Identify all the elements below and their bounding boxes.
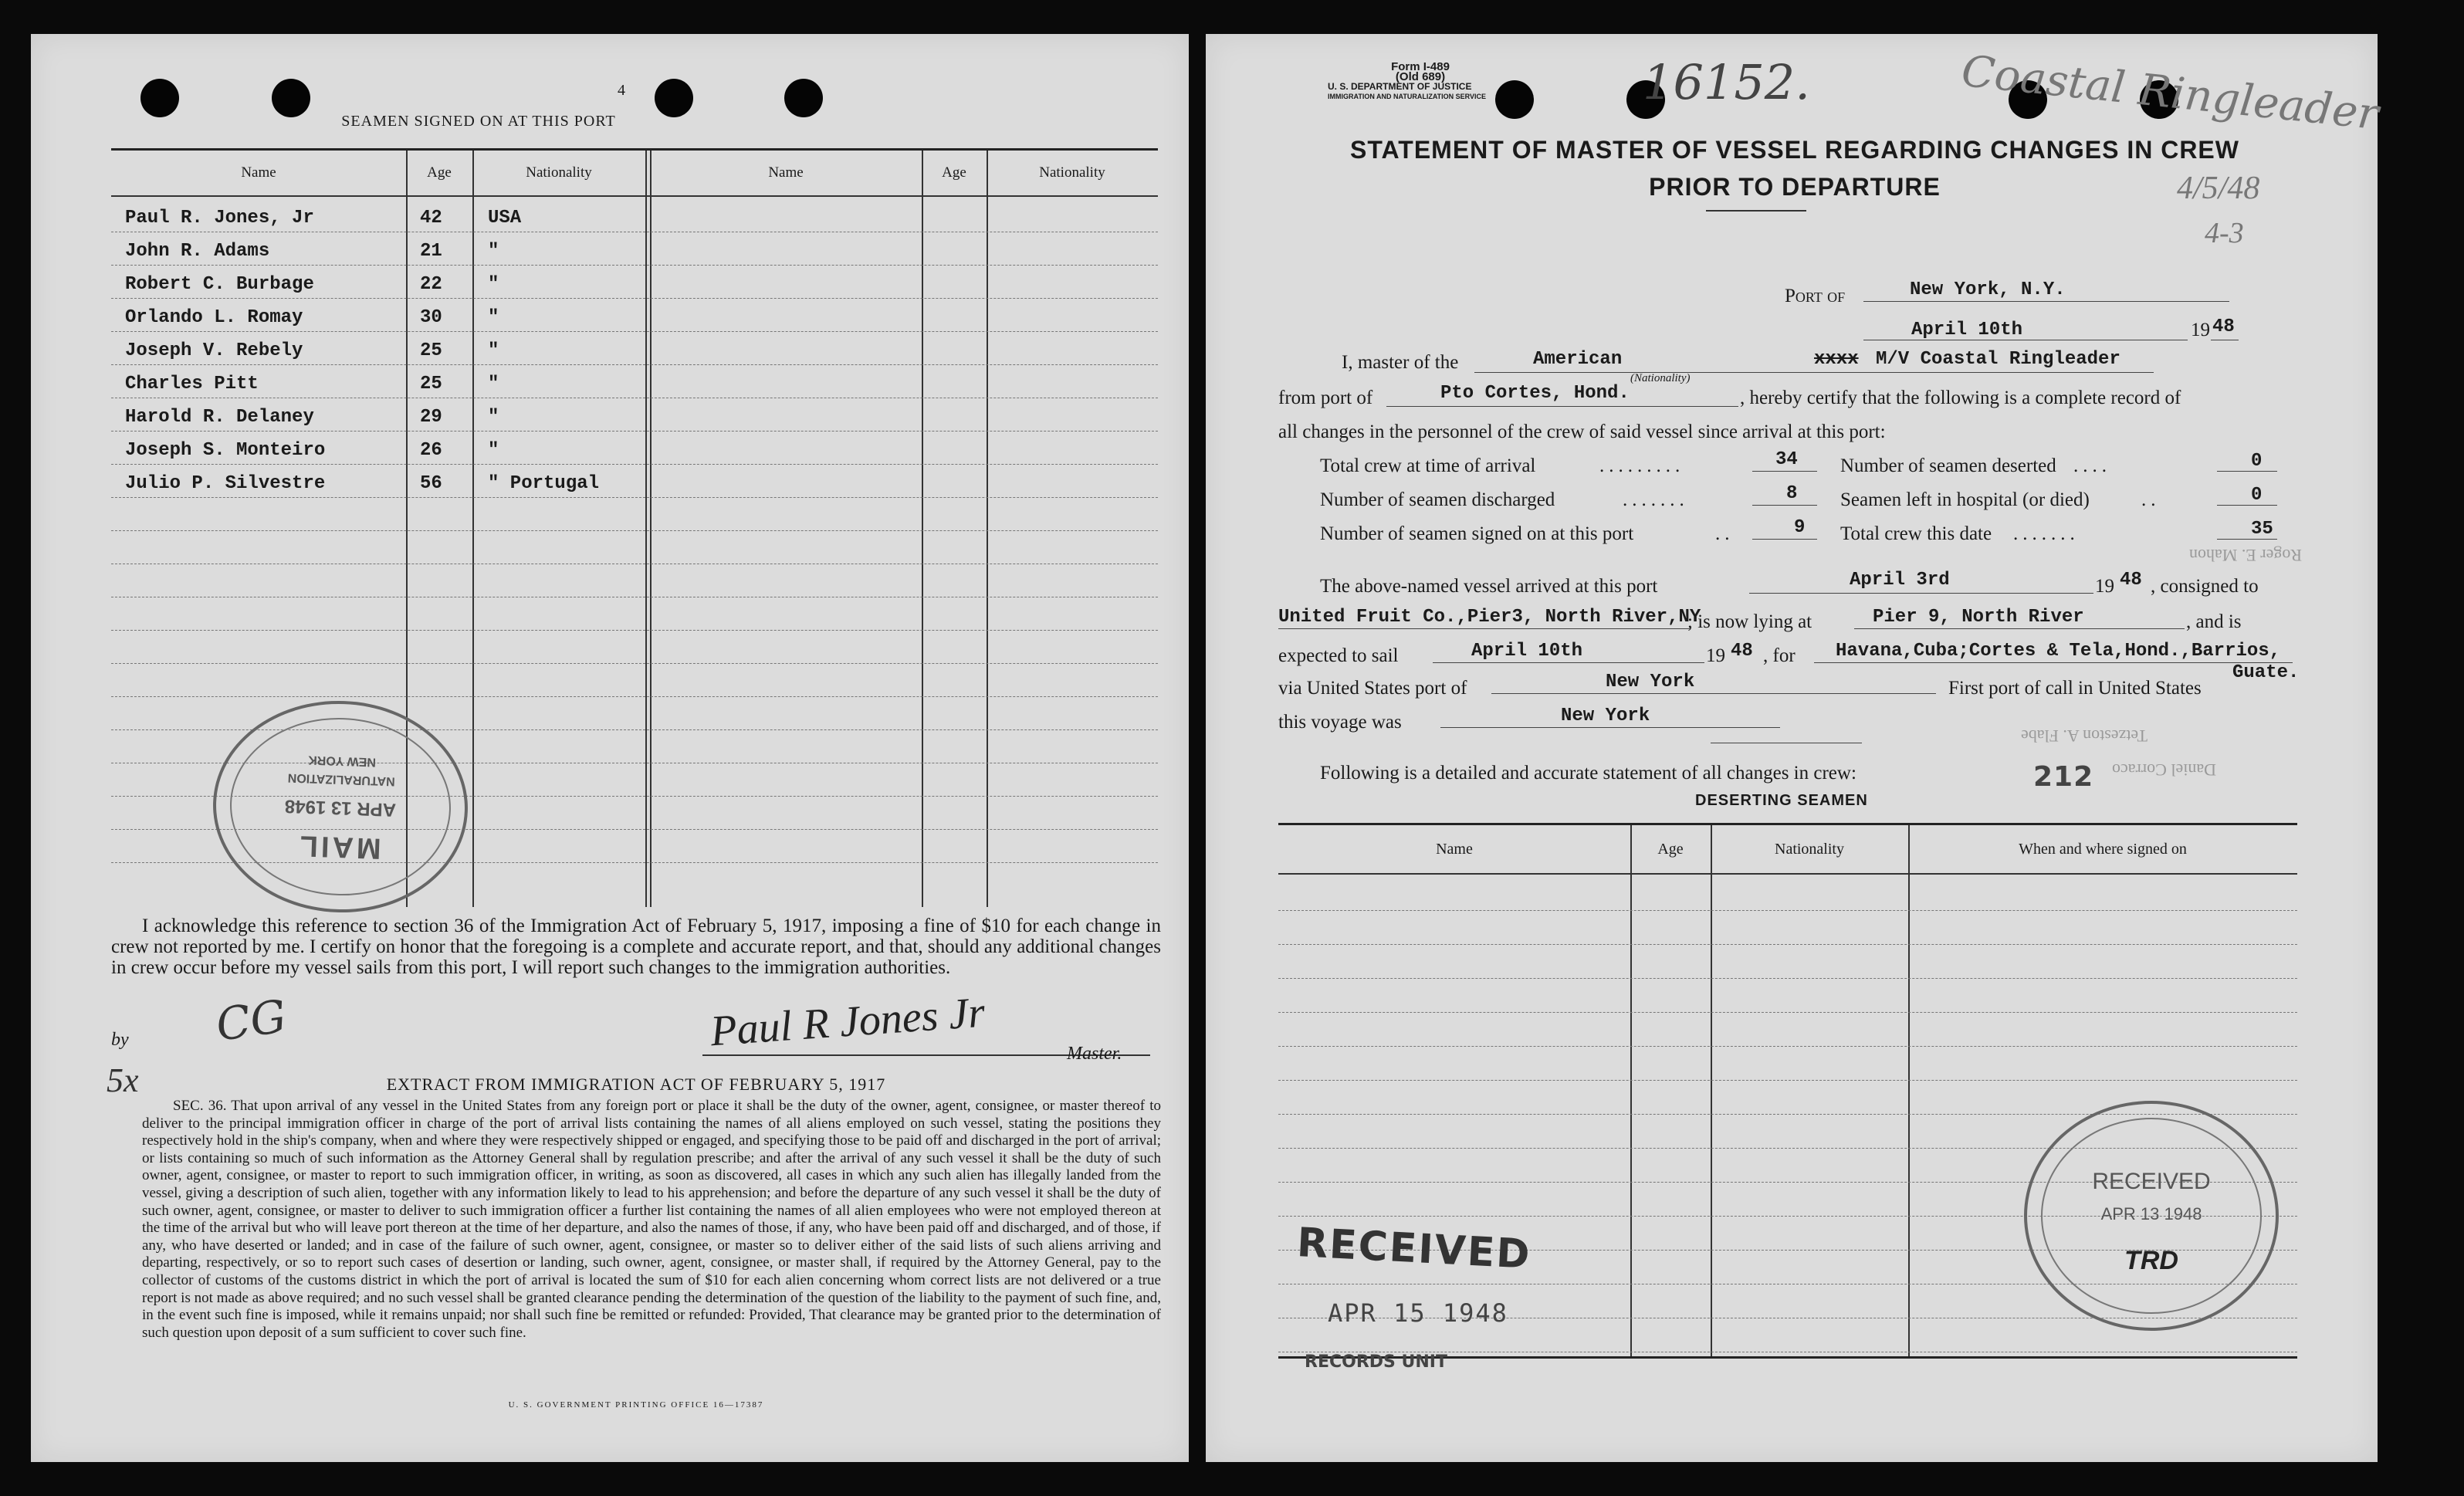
bleed-through-text: Tetzeston A. Flabe <box>2021 726 2148 746</box>
round-stamp-date: APR 13 1948 <box>2100 1204 2202 1224</box>
table-row <box>1278 1012 2297 1047</box>
crew-age: 30 <box>420 307 442 328</box>
crew-name: Joseph V. Rebely <box>125 340 303 361</box>
punch-hole <box>272 79 310 117</box>
total-arrival-value: 34 <box>1775 449 1798 470</box>
certify-text-2: all changes in the personnel of the crew of said vessel since arrival at this port: <box>1278 421 1886 442</box>
acknowledgment-text: I acknowledge this reference to section 36 of the Immigration Act of February 5, 1917, imposing a fine of $10 for each change in crew not reported by me. I certify on honor that the foregoing is a complete and accurate report, and that, should any additional changes in crew occur before my vessel sails from this port, I will report such changes to the immigration authorities. <box>111 916 1161 978</box>
hospital-value: 0 <box>2251 485 2263 506</box>
total-arrival-label: Total crew at time of arrival <box>1320 455 1536 476</box>
received-stamp: RECEIVED <box>1295 1220 1532 1278</box>
crew-nationality: " <box>488 407 499 428</box>
for-label: , for <box>1763 645 1796 666</box>
mail-stamp-org: NATURALIZATION <box>287 770 395 788</box>
expected-label: expected to sail <box>1278 645 1399 666</box>
signed-on-label: Number of seamen signed on at this port <box>1320 523 1634 544</box>
table-row <box>111 331 1158 365</box>
struck-text: xxxx <box>1814 349 1859 370</box>
section-title: SEAMEN SIGNED ON AT THIS PORT <box>341 113 616 130</box>
lying-value: Pier 9, North River <box>1873 607 2084 628</box>
table-row <box>1278 910 2297 945</box>
crew-name: Harold R. Delaney <box>125 407 314 428</box>
and-is-label: , and is <box>2186 611 2242 632</box>
table-row <box>1278 978 2297 1013</box>
round-stamp-initials: TRD <box>2124 1246 2178 1275</box>
from-port-label: from port of <box>1278 388 1373 408</box>
document-title: STATEMENT OF MASTER OF VESSEL REGARDING CHANGES IN CREW PRIOR TO DEPARTURE <box>1350 136 2239 201</box>
deserted-value: 0 <box>2251 451 2263 472</box>
discharged-value: 8 <box>1786 483 1798 504</box>
voyage-label: this voyage was <box>1278 712 1402 733</box>
total-today-label: Total crew this date <box>1840 523 1992 544</box>
nationality-value: American <box>1533 349 1623 370</box>
handwritten-number: 16152. <box>1643 54 1810 110</box>
crew-age: 25 <box>420 340 442 361</box>
master-signature: Paul R Jones Jr <box>709 988 987 1056</box>
col-header-age: Age <box>1657 841 1684 858</box>
crew-age: 25 <box>420 374 442 394</box>
col-header-age: Age <box>427 164 452 181</box>
margin-note: 5x <box>107 1061 139 1099</box>
arrived-value: April 3rd <box>1850 570 1950 591</box>
expected-value: April 10th <box>1471 641 1583 662</box>
crew-name: Joseph S. Monteiro <box>125 440 326 461</box>
punch-hole <box>655 79 693 117</box>
table-row <box>111 530 1158 564</box>
title-rule <box>1706 210 1806 212</box>
crew-name: Julio P. Silvestre <box>125 473 326 494</box>
nationality-note: (Nationality) <box>1630 372 1691 384</box>
pencil-date-note: 4/5/48 <box>2177 171 2260 206</box>
crew-name: Robert C. Burbage <box>125 274 314 295</box>
crew-name: Charles Pitt <box>125 374 259 394</box>
crew-age: 42 <box>420 208 442 228</box>
punch-hole <box>140 79 179 117</box>
master-of-label: I, master of the <box>1342 352 1459 373</box>
from-port-value: Pto Cortes, Hond. <box>1440 383 1630 404</box>
date-value: April 10th <box>1911 320 2023 340</box>
bleed-through-text: Daniel Corraco <box>2112 760 2216 780</box>
col-header-nationality: Nationality <box>1775 841 1844 858</box>
via-value: New York <box>1606 672 1695 692</box>
extract-title: EXTRACT FROM IMMIGRATION ACT OF FEBRUARY 5, 1917 <box>386 1075 886 1094</box>
table-row <box>111 431 1158 465</box>
following-label: Following is a detailed and accurate statement of all changes in crew: <box>1320 763 1856 784</box>
table-row <box>111 630 1158 664</box>
deserted-label: Number of seamen deserted <box>1840 455 2056 476</box>
table-row <box>111 298 1158 332</box>
hospital-label: Seamen left in hospital (or died) <box>1840 489 2090 510</box>
arrived-label: The above-named vessel arrived at this port <box>1320 576 1658 597</box>
destination-value: Havana,Cuba;Cortes & Tela,Hond.,Barrios, <box>1836 641 2281 662</box>
destination-value-2: Guate. <box>2232 662 2300 683</box>
table-row <box>111 398 1158 432</box>
left-page <box>31 34 1189 1462</box>
table-row <box>111 597 1158 631</box>
table-row <box>1278 1046 2297 1081</box>
gpo-line: U. S. GOVERNMENT PRINTING OFFICE 16—17387 <box>508 1400 764 1410</box>
table-row <box>1278 876 2297 911</box>
crew-nationality: " <box>488 340 499 361</box>
crew-nationality: " <box>488 374 499 394</box>
port-value: New York, N.Y. <box>1910 279 2066 300</box>
crew-age: 56 <box>420 473 442 494</box>
pencil-ref-note: 4-3 <box>2205 217 2244 249</box>
form-identifier: Form I-489 (Old 689) U. S. DEPARTMENT OF JUSTICE IMMIGRATION AND NATURALIZATION SERVICE <box>1328 60 1486 100</box>
expected-year: 48 <box>1731 641 1753 662</box>
punch-hole <box>784 79 823 117</box>
port-label: Port of <box>1785 286 1846 306</box>
signed-on-value: 9 <box>1794 517 1806 538</box>
round-received-stamp <box>2024 1101 2279 1331</box>
table-row <box>111 364 1158 398</box>
col-header-nationality: Nationality <box>526 164 592 181</box>
crew-age: 21 <box>420 241 442 262</box>
table-row <box>111 663 1158 697</box>
table-row <box>111 564 1158 597</box>
mail-stamp-date: APR 13 1948 <box>284 795 397 821</box>
by-label: by <box>111 1030 129 1050</box>
crew-name: Orlando L. Romay <box>125 307 303 328</box>
mail-stamp-city: NEW YORK <box>307 753 377 769</box>
col-header-nationality: Nationality <box>1039 164 1105 181</box>
lying-label: ; is now lying at <box>1687 611 1812 632</box>
crew-name: John R. Adams <box>125 241 270 262</box>
col-header-name: Name <box>768 164 804 181</box>
certify-text: , hereby certify that the following is a complete record of <box>1740 388 2181 408</box>
crew-age: 22 <box>420 274 442 295</box>
col-header-age: Age <box>942 164 966 181</box>
crew-nationality: USA <box>488 208 522 228</box>
table-row <box>111 198 1158 232</box>
page-number: 4 <box>618 82 625 99</box>
consigned-label: , consigned to <box>2151 576 2259 597</box>
master-label: Master. <box>1067 1044 1122 1064</box>
crew-nationality: " <box>488 440 499 461</box>
arrived-year: 48 <box>2120 570 2142 591</box>
table-row <box>1278 944 2297 979</box>
table-row <box>111 464 1158 498</box>
table-row <box>111 265 1158 299</box>
mail-stamp-top: MAIL <box>296 829 382 865</box>
crew-nationality: " <box>488 307 499 328</box>
total-today-value: 35 <box>2251 519 2273 540</box>
discharged-label: Number of seamen discharged <box>1320 489 1555 510</box>
col-header-when-where: When and where signed on <box>2019 841 2187 858</box>
crew-age: 26 <box>420 440 442 461</box>
stamped-number: 212 <box>2033 761 2094 793</box>
year-value: 48 <box>2212 316 2235 337</box>
crew-nationality: " <box>488 274 499 295</box>
voyage-value: New York <box>1561 706 1650 726</box>
table-row <box>111 497 1158 531</box>
via-label: via United States port of <box>1278 678 1467 699</box>
pencil-vessel-note: Coastal Ringleader <box>1959 46 2381 140</box>
received-stamp-date: APR 15 1948 <box>1328 1298 1508 1328</box>
crew-name: Paul R. Jones, Jr <box>125 208 314 228</box>
crew-nationality: " <box>488 241 499 262</box>
year-prefix: 19 <box>2191 320 2210 340</box>
crew-age: 29 <box>420 407 442 428</box>
crew-nationality: " Portugal <box>488 473 600 494</box>
consignee-value: United Fruit Co.,Pier3, North River,NY <box>1278 607 1701 628</box>
col-header-name: Name <box>1436 841 1473 858</box>
col-header-name: Name <box>241 164 276 181</box>
initials-mark: CG <box>212 990 290 1051</box>
records-unit-stamp: RECORDS UNIT <box>1305 1352 1447 1372</box>
vessel-value: M/V Coastal Ringleader <box>1876 349 2120 370</box>
first-port-label: First port of call in United States <box>1948 678 2202 699</box>
deserting-title: DESERTING SEAMEN <box>1695 792 1868 809</box>
extract-body: SEC. 36. That upon arrival of any vessel in the United States from any foreign port or place it shall be the duty of the owner, agent, consignee, or master thereof to deliver to the principal immigration officer in charge of the port of arrival lists containing the names of all aliens employed on such vessel, stating the positions they respectively hold in the ship's company, when and where they were respectively shipped or engaged, and specifying those to be paid off and discharged in the port of arrival; or lists containing so much of such information as the Attorney General shall by regulation prescribe; and after the arrival of any such vessel it shall be the duty of such owner, agent, consignee, or master to report to such immigration officer, in writing, as soon as discovered, all cases in which any such alien has illegally landed from the vessel, giving a description of such alien, together with any information likely to lead to his apprehension; and before the departure of any such vessel it shall be the duty of such owner, agent, consignee, or master to deliver to such immigration officer a further list containing the names of all alien employees who were not employed thereon at the time of the arrival but who will leave port thereon at the time of her departure, and also the names of those, if any, who have been paid off and discharged, and of those, if any, who have deserted or landed; and in case of the failure of such owner, agent, consignee, or master so to deliver either of the said lists of such aliens arriving and departing, respectively, or so to report such cases of desertion or landing, such owner, agent, consignee, or master shall, if required by the Attorney General, pay to the collector of customs of the customs district in which the port of arrival is located the sum of $10 for each alien concerning whom correct lists are not delivered or a true report is not made as above required; and no such vessel shall be granted clearance pending the determination of the question of the liability to the payment of such fine, and, in the event such fine is imposed, while it remains unpaid; nor shall such fine be remitted or refunded: Provided, That clearance may be granted prior to the determination of such question upon deposit of a sum sufficient to cover such fine. <box>142 1098 1161 1341</box>
round-stamp-top: RECEIVED <box>2092 1169 2211 1194</box>
table-row <box>111 232 1158 266</box>
bleed-through-text: Roger E. Mahon <box>2189 546 2303 565</box>
